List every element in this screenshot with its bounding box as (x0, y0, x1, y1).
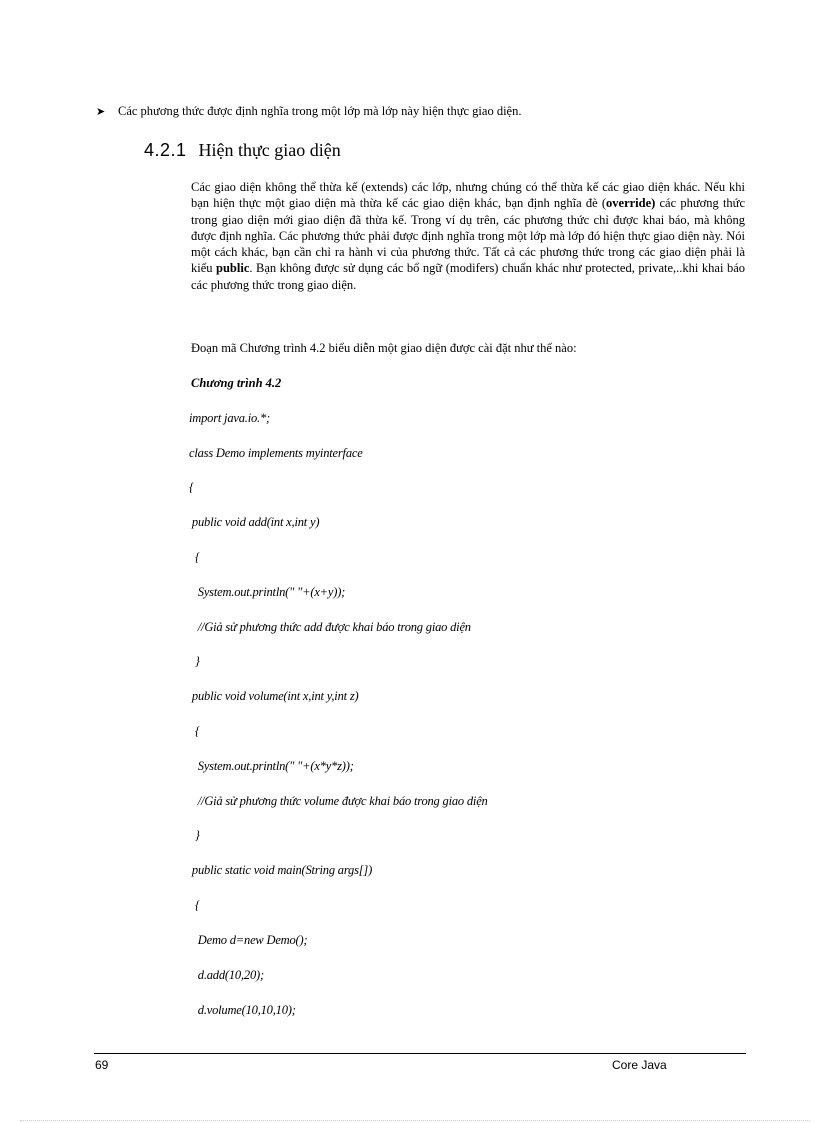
paragraph-text-1: Các giao diện không thể thừa kế (extends) các lớp, nhưng chúng có thể thừa kế các giao diện khác. Nếu khi bạn hiện thực một giao diện mà thừa kế các giao diện khác, bạn định nghĩa đè ( (191, 180, 745, 211)
page-number: 69 (95, 1058, 109, 1072)
footer-divider (94, 1053, 746, 1054)
bullet-item (96, 103, 521, 120)
code-line: } (189, 828, 200, 842)
bullet-text: Các phương thức được định nghĩa trong một lớp mà lớp này hiện thực giao diện. (118, 104, 522, 118)
body-paragraph (191, 179, 745, 293)
code-line: import java.io.*; (189, 411, 270, 425)
code-line: d.volume(10,10,10); (189, 1003, 296, 1017)
public-keyword: public (216, 261, 250, 276)
paragraph-text-2: các phương thức trong giao diện mới giao diện đã thừa kế. Trong ví dụ trên, các phương thức chỉ được khai báo, mà không được định nghĩa. Các phương thức phải được định nghĩa trong một lớp mà lớp đó hiện thực giao diện này. Nói một cách khác, bạn cần chỉ ra hành vi của phương thức. Tất cả các phương thức trong các giao diện phải là kiểu (191, 196, 745, 276)
code-line: class Demo implements myinterface (189, 446, 363, 460)
override-keyword: override) (606, 196, 656, 211)
paragraph-text-3: . Bạn không được sử dụng các bổ ngữ (modifers) chuẩn khác như protected, private,..khi khai báo các phương thức trong giao diện. (191, 261, 745, 292)
section-heading (144, 139, 341, 161)
section-number: 4.2.1 (144, 140, 187, 160)
code-comment-line: //Giả sử phương thức add được khai báo trong giao diện (189, 620, 471, 634)
arrow-bullet-icon: ➤ (96, 105, 106, 118)
code-line: public void add(int x,int y) (189, 515, 320, 529)
code-line: { (189, 898, 200, 912)
code-line: System.out.println(" "+(x*y*z)); (189, 759, 354, 773)
code-line: System.out.println(" "+(x+y)); (189, 585, 346, 599)
code-line: { (189, 480, 194, 494)
page-edge-divider (20, 1120, 810, 1121)
code-line: d.add(10,20); (189, 968, 264, 982)
code-line: public void volume(int x,int y,int z) (189, 689, 359, 703)
section-title: Hiện thực giao diện (198, 140, 341, 160)
code-line: { (189, 550, 200, 564)
code-intro-text: Đoạn mã Chương trình 4.2 biểu diễn một giao diện được cài đặt như thế nào: (191, 341, 577, 355)
code-comment-line: //Giả sử phương thức volume được khai báo trong giao diện (189, 794, 488, 808)
footer-book-title: Core Java (612, 1058, 667, 1072)
code-line: } (189, 654, 200, 668)
program-title: Chương trình 4.2 (191, 376, 282, 390)
code-line: Demo d=new Demo(); (189, 933, 308, 947)
code-line: { (189, 724, 200, 738)
code-line: public static void main(String args[]) (189, 863, 373, 877)
